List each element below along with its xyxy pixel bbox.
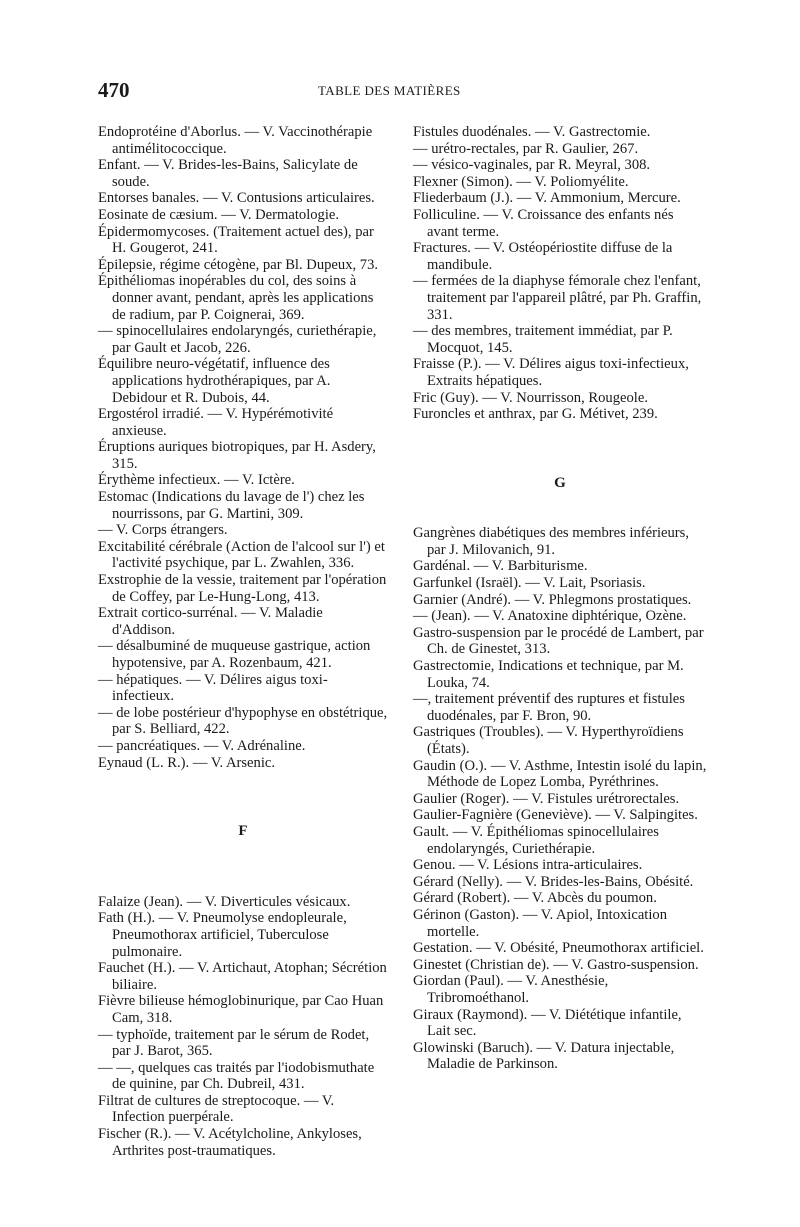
- index-entry: Gérard (Robert). — V. Abcès du poumon.: [413, 890, 657, 907]
- index-entry: — hépatiques. — V. Délires aigus toxi-infectieux.: [98, 671, 328, 705]
- index-entry: — vésico-vaginales, par R. Meyral, 308.: [413, 157, 651, 174]
- index-entry: Enfant. — V. Brides-les-Bains, Salicylate de soude.: [98, 157, 358, 190]
- index-entry: — de lobe postérieur d'hypophyse en obstétrique, par S. Belliard, 422.: [98, 704, 388, 738]
- index-entry: Glowinski (Baruch). — V. Datura injectable, Maladie de Parkinson.: [413, 1039, 675, 1073]
- index-entry: Fraisse (P.). — V. Délires aigus toxi-infectieux, Extraits hépatiques.: [413, 356, 689, 389]
- entries-f-continued: [413, 124, 707, 423]
- entries-g: [413, 525, 707, 1073]
- index-entry: Gérinon (Gaston). — V. Apiol, Intoxication mortelle.: [413, 906, 668, 940]
- index-entry: — spinocellulaires endolaryngés, curiethérapie, par Gault et Jacob, 226.: [98, 323, 377, 356]
- index-entry: Gangrènes diabétiques des membres inférieurs, par J. Milovanich, 91.: [413, 525, 689, 558]
- index-entry: Gardénal. — V. Barbiturisme.: [413, 558, 588, 575]
- index-entry: Gaulier-Fagnière (Geneviève). — V. Salpingites.: [413, 807, 698, 824]
- index-entry: Gastrectomie, Indications et technique, par M. Louka, 74.: [413, 658, 684, 691]
- index-entry: — typhoïde, traitement par le sérum de Rodet, par J. Barot, 365.: [98, 1026, 370, 1060]
- right-column: [413, 124, 707, 1073]
- index-entry: Eosinate de cæsium. — V. Dermatologie.: [98, 206, 340, 223]
- index-entry: Excitabilité cérébrale (Action de l'alcool sur l') et l'activité psychique, par L. Zwahlen, 336.: [98, 538, 385, 572]
- index-entry: Gérard (Nelly). — V. Brides-les-Bains, Obésité.: [413, 873, 694, 890]
- index-entry: — (Jean). — V. Anatoxine diphtérique, Ozène.: [413, 608, 687, 625]
- index-entry: Folliculine. — V. Croissance des enfants nés avant terme.: [413, 206, 674, 240]
- index-entry: Filtrat de cultures de streptocoque. — V. Infection puerpérale.: [98, 1092, 335, 1126]
- index-entry: Fièvre bilieuse hémoglobinurique, par Cao Huan Cam, 318.: [98, 993, 384, 1026]
- index-entry: Fistules duodénales. — V. Gastrectomie.: [413, 124, 651, 140]
- index-entry: Épithéliomas inopérables du col, des soins à donner avant, pendant, après les applications de radium, par P. Coignerai, 369.: [98, 273, 374, 323]
- section-letter-f: F: [238, 823, 248, 840]
- index-entry: — des membres, traitement immédiat, par P. Mocquot, 145.: [413, 323, 673, 356]
- index-entry: Estomac (Indications du lavage de l') chez les nourrissons, par G. Martini, 309.: [98, 489, 365, 522]
- index-entry: Équilibre neuro-végétatif, influence des applications hydrothérapiques, par A. Debidour et R. Dubois, 44.: [98, 356, 331, 406]
- entries-f: [98, 894, 388, 1160]
- index-entry: Fliederbaum (J.). — V. Ammonium, Mercure.: [413, 190, 681, 207]
- index-entry: Gaulier (Roger). — V. Fistules urétrorectales.: [413, 790, 680, 807]
- entries-e: [98, 124, 388, 771]
- index-entry: Fric (Guy). — V. Nourrisson, Rougeole.: [413, 389, 648, 406]
- index-entry: — —, quelques cas traités par l'iodobismuthate de quinine, par Ch. Dubreil, 431.: [98, 1059, 375, 1093]
- index-entry: Gastriques (Troubles). — V. Hyperthyroïdiens (États).: [413, 724, 684, 757]
- index-entry: —, traitement préventif des ruptures et fistules duodénales, par F. Bron, 90.: [413, 691, 685, 724]
- running-title: TABLE DES MATIÈRES: [318, 83, 461, 98]
- index-entry: Endoprotéine d'Aborlus. — V. Vaccinothérapie antimélitococcique.: [98, 124, 373, 157]
- index-entry: Giraux (Raymond). — V. Diététique infantile, Lait sec.: [413, 1006, 682, 1040]
- index-entry: Fractures. — V. Ostéopériostite diffuse de la mandibule.: [413, 240, 673, 273]
- index-entry: Fauchet (H.). — V. Artichaut, Atophan; Sécrétion biliaire.: [98, 960, 387, 993]
- index-entry: — urétro-rectales, par R. Gaulier, 267.: [413, 140, 639, 157]
- index-entry: Ergostérol irradié. — V. Hypérémotivité anxieuse.: [98, 406, 334, 439]
- section-letter-g: G: [554, 474, 566, 491]
- index-entry: Gastro-suspension par le procédé de Lambert, par Ch. de Ginestet, 313.: [413, 624, 704, 658]
- index-entry: Fischer (R.). — V. Acétylcholine, Ankyloses, Arthrites post-traumatiques.: [98, 1126, 362, 1159]
- index-entry: Falaize (Jean). — V. Diverticules vésicaux.: [98, 893, 351, 910]
- index-entry: Gestation. — V. Obésité, Pneumothorax artificiel.: [413, 940, 704, 957]
- index-entry: Ginestet (Christian de). — V. Gastro-suspension.: [413, 956, 699, 973]
- index-entry: Extrait cortico-surrénal. — V. Maladie d'Addison.: [98, 605, 323, 638]
- index-entry: — pancréatiques. — V. Adrénaline.: [98, 737, 306, 754]
- index-entry: Fath (H.). — V. Pneumolyse endopleurale, Pneumothorax artificiel, Tuberculose pulmonaire.: [98, 910, 347, 960]
- index-entry: Furoncles et anthrax, par G. Métivet, 239.: [413, 406, 658, 423]
- index-entry: Flexner (Simon). — V. Poliomyélite.: [413, 173, 629, 190]
- index-entry: Érythème infectieux. — V. Ictère.: [98, 472, 295, 489]
- page-header: [98, 78, 718, 102]
- index-entry: Garnier (André). — V. Phlegmons prostatiques.: [413, 591, 692, 608]
- index-entry: Épidermomycoses. (Traitement actuel des), par H. Gougerot, 241.: [98, 223, 374, 257]
- index-entry: Garfunkel (Israël). — V. Lait, Psoriasis.: [413, 575, 646, 592]
- page-number: 470: [98, 78, 130, 102]
- index-entry: — V. Corps étrangers.: [98, 522, 228, 539]
- index-entry: — fermées de la diaphyse fémorale chez l'enfant, traitement par l'appareil plâtré, par Ph. Graffin, 331.: [413, 273, 702, 323]
- index-entry: — désalbuminé de muqueuse gastrique, action hypotensive, par A. Rozenbaum, 421.: [98, 638, 371, 671]
- index-entry: Épilepsie, régime cétogène, par Bl. Dupeux, 73.: [98, 256, 379, 273]
- index-entry: Genou. — V. Lésions intra-articulaires.: [413, 857, 643, 874]
- index-entry: Eynaud (L. R.). — V. Arsenic.: [98, 754, 275, 771]
- index-entry: Gaudin (O.). — V. Asthme, Intestin isolé du lapin, Méthode de Lopez Lomba, Pyréthrines.: [413, 757, 707, 791]
- index-entry: Éruptions auriques biotropiques, par H. Asdery, 315.: [98, 439, 376, 472]
- index-entry: Entorses banales. — V. Contusions articulaires.: [98, 190, 375, 207]
- index-entry: Gault. — V. Épithéliomas spinocellulaires endolaryngés, Curiethérapie.: [413, 823, 659, 857]
- index-entry: Giordan (Paul). — V. Anesthésie, Tribromoéthanol.: [413, 973, 609, 1006]
- left-column: [98, 124, 388, 1159]
- index-entry: Exstrophie de la vessie, traitement par l'opération de Coffey, par Le-Hung-Long, 413.: [98, 572, 387, 605]
